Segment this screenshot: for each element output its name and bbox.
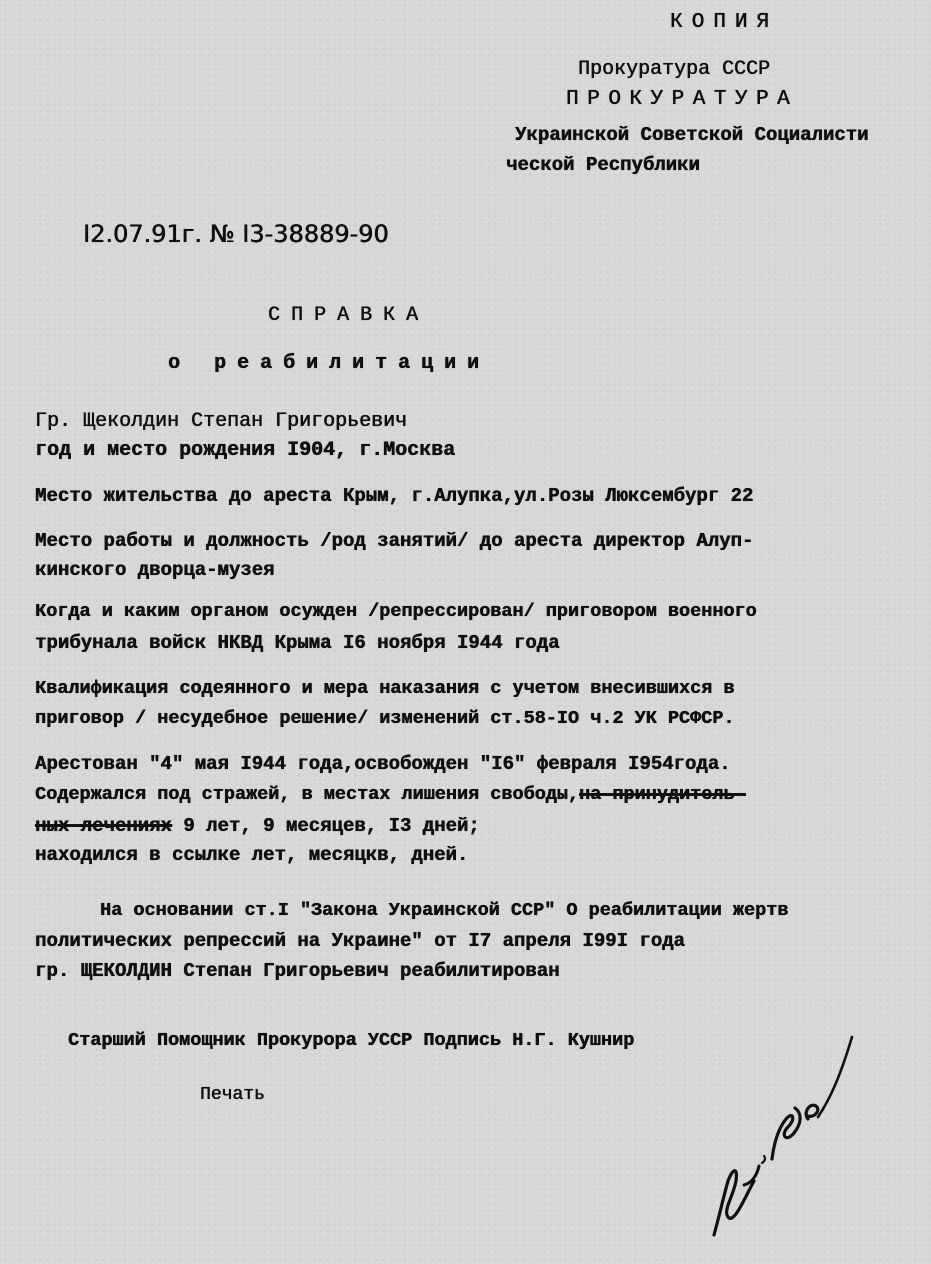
qualification-line-2: приговор / несудебное решение/ изменений ст.58-IO ч.2 УК РСФСР. — [35, 708, 735, 729]
detention-prefix: Содержался под стражей, в местах лишения свободы, — [35, 784, 579, 805]
prosecutor-title: ПРОКУРАТУРА — [566, 88, 799, 111]
exile-info: находился в ссылке лет, месяцкв, дней. — [35, 844, 469, 866]
qualification-line-1: Квалификация содеянного и мера наказания с учетом внесившихся в — [35, 678, 735, 699]
detention-line-2 — [35, 786, 746, 805]
work-line-1: Место работы и должность /род занятий/ до ареста директор Алуп- — [35, 530, 754, 552]
basis-line-2: политических репрессий на Украине" от I7 апреля I99I года — [35, 930, 685, 952]
birth-info: год и место рождения I904, г.Москва — [35, 439, 456, 462]
seal-label: Печать — [200, 1085, 265, 1105]
arrest-release-dates: Арестован "4" мая I944 года,освобожден "I6" февраля I954года. — [35, 753, 731, 775]
document-title: СПРАВКА — [268, 304, 430, 327]
conviction-line-1: Когда и каким органом осужден /репрессирован/ приговором военного — [35, 601, 757, 622]
rehabilitation-statement: гр. ЩЕКОЛДИН Степан Григорьевич реабилитирован — [35, 960, 560, 982]
prosecutor-ussr: Прокуратура СССР — [578, 58, 771, 81]
residence-info: Место жительства до ареста Крым, г.Алупка,ул.Розы Люксембург 22 — [35, 485, 754, 507]
person-name: Гр. Щеколдин Степан Григорьевич — [35, 410, 408, 433]
document-subtitle: о реабилитации — [168, 352, 491, 375]
republic-line-1: Украинской Советской Социалисти — [515, 124, 869, 146]
signature-icon — [690, 1015, 870, 1255]
copy-label: КОПИЯ — [670, 11, 779, 34]
signatory-line: Старший Помощник Прокурора УССР Подпись Н.Г. Кушнир — [68, 1030, 635, 1051]
work-line-2: кинского дворца-музея — [35, 559, 275, 581]
struck-text-1: на принудитель- — [579, 784, 746, 805]
handwritten-signature — [690, 1015, 870, 1255]
struck-text-2: ных лечениях — [35, 815, 172, 837]
republic-line-2: ческой Республики — [506, 154, 700, 176]
detention-line-3 — [35, 817, 480, 836]
basis-line-1: На основании ст.I "Закона Украинской ССР" О реабилитации жертв — [100, 900, 789, 921]
conviction-line-2: трибунала войск НКВД Крыма I6 ноября I944 года — [35, 632, 560, 654]
date-reference: I2.07.91г. № I3-38889-90 — [83, 220, 389, 248]
detention-term: 9 лет, 9 месяцев, I3 дней; — [171, 815, 480, 837]
